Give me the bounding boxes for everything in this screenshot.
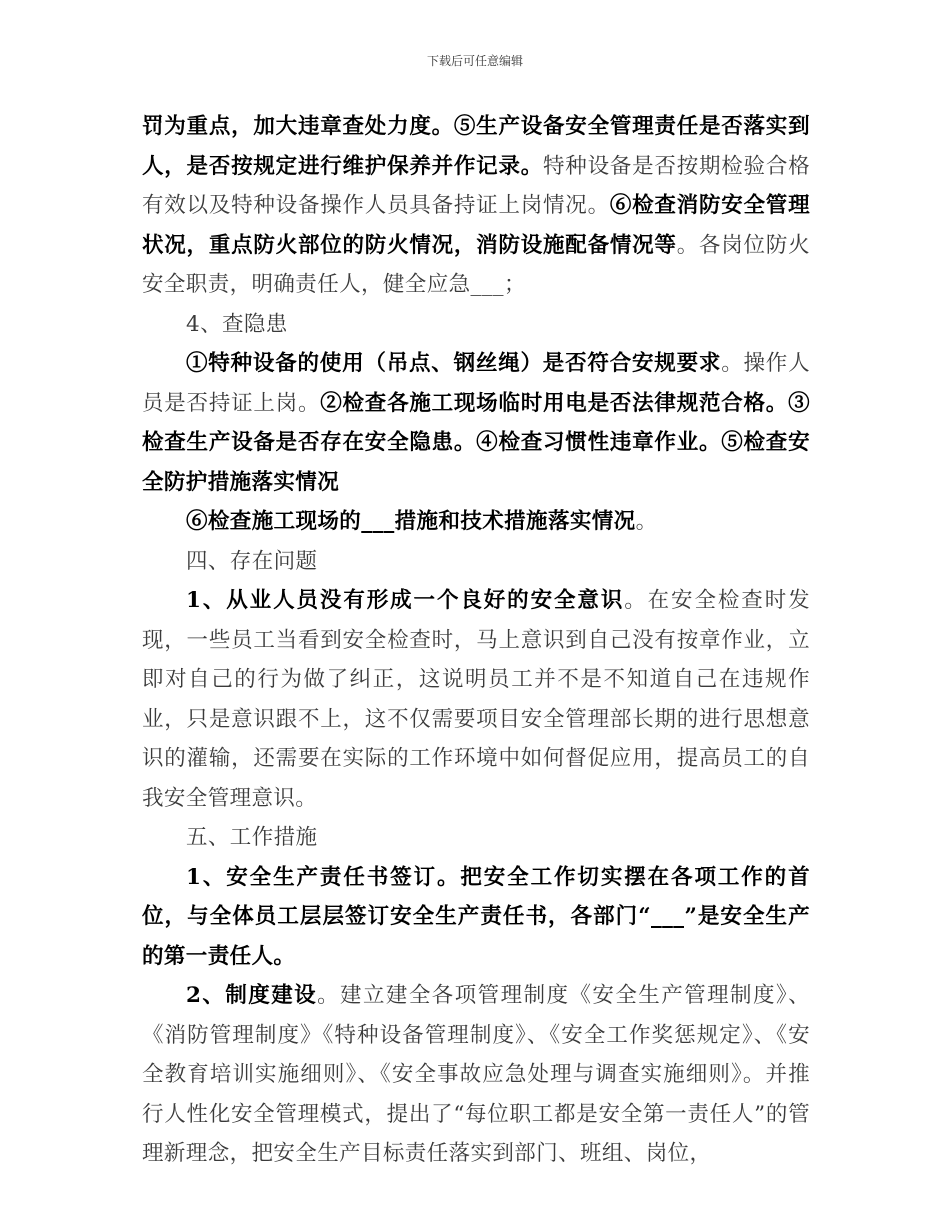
paragraph-3 <box>142 344 810 502</box>
text-run: 。操作人员是否持证上岗。 <box>142 351 810 416</box>
text-run: 。在安全检查时发现，一些员工当看到安全检查时，马上意识到自己没有按章作业，立即对自己的行为做了纠正，这说明员工并不是不知道自己在违规作业，只是意识跟不上，这不仅需要项目安全管理部长期的进行思想意识的灌输，还需要在实际的工作环境中如何督促应用，提高员工的自我安全管理意识。 <box>142 588 810 811</box>
text-run: 。各岗位防火安全职责，明确责任人，健全应急___； <box>142 232 810 297</box>
text-run: 五、工作措施 <box>186 825 318 850</box>
paragraph-4 <box>142 502 810 542</box>
paragraph-8 <box>142 858 810 977</box>
text-run: 罚为重点，加大违章查处力度。⑤生产设备安全管理责任是否落实到人，是否按规定进行维护保养并作记录。 <box>142 114 810 179</box>
text-run: ⑥检查施工现场的___措施和技术措施落实情况 <box>186 509 636 534</box>
page-header: 下载后可任意编辑 <box>426 54 523 68</box>
text-run: 4、查隐患 <box>186 311 288 337</box>
text-run: 特种设备是否按期检验合格有效以及特种设备操作人员具备持证上岗情况。 <box>142 153 810 218</box>
section-heading-work-measures <box>142 818 810 858</box>
section-heading-existing-problems <box>142 542 810 582</box>
text-run: ①特种设备的使用（吊点、钢丝绳）是否符合安规要求 <box>186 351 722 376</box>
text-run: 。建立建全各项管理制度《安全生产管理制度》、《消防管理制度》《特种设备管理制度》、《安全工作奖惩规定》、《安全教育培训实施细则》、《安全事故应急处理与调查实施细则》。并推行人性化安全管理模式，提出了“每位职工都是安全第一责任人”的管理新理念，把安全生产目标责任落实到部门、班组、岗位， <box>142 983 810 1166</box>
text-run: ⑥检查消防安全管理状况，重点防火部位的防火情况，消防设施配备情况等 <box>142 193 810 258</box>
text-run: 1、从业人员没有形成一个良好的安全意识 <box>186 588 625 613</box>
paragraph-6 <box>142 581 810 818</box>
paragraph-1 <box>142 107 810 305</box>
text-run: 。 <box>635 509 658 534</box>
text-run: 四、存在问题 <box>186 548 318 574</box>
paragraph-9 <box>142 976 810 1174</box>
document-body <box>142 107 810 1174</box>
text-run: 2、制度建设 <box>186 983 318 1008</box>
section-heading-check-hazards <box>142 305 810 345</box>
text-run: ②检查各施工现场临时用电是否法律规范合格。③检查生产设备是否存在安全隐患。④检查习惯性违章作业。⑤检查安全防护措施落实情况 <box>142 390 810 495</box>
text-run: 1、安全生产责任书签订。把安全工作切实摆在各项工作的首位，与全体员工层层签订安全生产责任书，各部门“___”是安全生产的第一责任人。 <box>142 864 810 969</box>
